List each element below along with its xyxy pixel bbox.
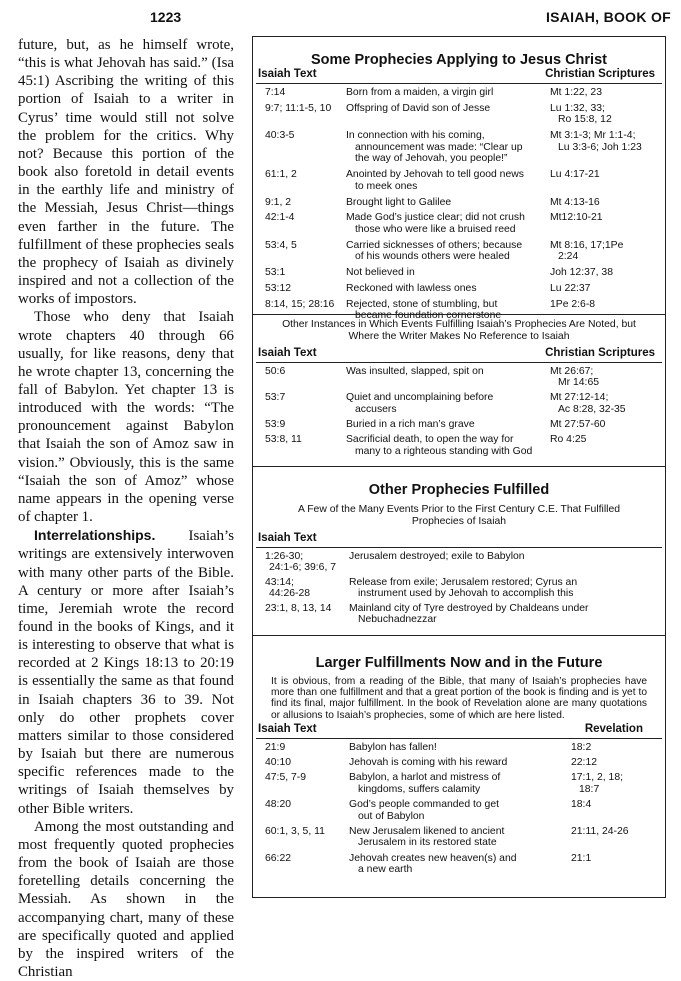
event-description-line: a new earth [358,864,413,876]
scripture-reference-line: Mt 1:22, 23 [550,87,602,98]
isaiah-text-line: 53:4, 5 [265,239,297,251]
event-description [346,283,477,295]
event-description-line: In connection with his coming, [346,130,485,142]
isaiah-text-ref [265,853,347,865]
scripture-reference [571,742,591,754]
event-description-line: Reckoned with lawless ones [346,283,477,294]
isaiah-text-line: 7:14 [265,87,286,98]
event-description-line: announcement was made: “Clear up [355,141,523,153]
scripture-reference-line: 2:24 [558,251,579,263]
scripture-reference-line: Ro 15:8, 12 [558,114,612,126]
isaiah-text-line: 53:8, 11 [265,434,302,446]
event-description [349,603,589,626]
event-description [346,434,532,457]
event-description-line: Jerusalem in its restored state [358,837,497,849]
event-description-line: Babylon, a harlot and mistress of [349,772,501,784]
scripture-reference [571,772,623,795]
event-description [349,853,517,876]
event-description-line: of his wounds others were healed [355,251,510,263]
section2-col-christian: Christian Scriptures [545,346,655,359]
prophecies-chart [252,36,666,898]
section1-col-christian: Christian Scriptures [545,68,655,80]
section2-subtitle: Other Instances in Which Events Fulfilling Isaiah’s Prophecies Are Noted, but Where the Writer Makes No Reference to Isaiah [282,319,636,342]
scripture-reference-line: 1Pe 2:6-8 [550,298,596,310]
isaiah-text-ref [265,434,347,446]
scripture-reference-line: 18:4 [571,799,592,810]
scripture-reference-line: Mr 14:65 [558,377,600,389]
scripture-reference [550,169,600,181]
isaiah-text-line: 53:1 [265,267,286,279]
scripture-reference-line: 18:2 [571,741,592,753]
event-description-line: instrument used by Jehovah to accomplish this [358,588,574,600]
article-column [18,36,234,981]
event-description-line: Made God’s justice clear; did not crush [346,212,525,224]
event-description [346,169,524,192]
section-larger-fulfillments [253,654,665,882]
isaiah-text-line: 53:12 [265,283,292,294]
scripture-reference [550,267,613,279]
scripture-reference [550,419,605,431]
isaiah-text-ref [265,826,347,838]
scripture-reference-line: Mt 27:57-60 [550,419,606,431]
event-description [349,551,525,563]
section1-title: Some Prophecies Applying to Jesus Christ [311,52,607,68]
scripture-reference [550,366,599,389]
isaiah-text-ref [265,212,347,224]
event-description-line: Carried sicknesses of others; because [346,239,523,251]
isaiah-text-ref [265,577,347,600]
scripture-reference [550,392,626,415]
scripture-reference-line: Mt 3:1-3; Mr 1:1-4; [550,130,636,142]
event-description-line: the way of Jehovah, you people!” [355,153,508,165]
scripture-reference-line: Mt 27:12-14; [550,392,609,404]
event-description [346,240,522,263]
isaiah-text-ref [265,392,347,404]
isaiah-text-line: 50:6 [265,365,286,377]
isaiah-text-line: 40:3-5 [265,130,295,142]
section1-divider [253,314,665,315]
event-description-line: accusers [355,403,397,415]
event-description-line: Jehovah creates new heaven(s) and [349,852,517,864]
isaiah-text-ref [265,366,347,378]
isaiah-text-line: 9:1, 2 [265,196,291,208]
event-description [349,826,504,849]
scripture-reference-line: 17:1, 2, 18; [571,772,623,784]
scripture-reference-line: Lu 3:3-6; Joh 1:23 [558,141,642,153]
event-description [346,366,484,378]
running-title: ISAIAH, BOOK OF [545,9,671,25]
scripture-reference [550,434,586,446]
section1-column-headers [253,69,665,83]
scripture-reference-line: Ro 4:25 [550,434,587,446]
scripture-reference [550,197,600,209]
isaiah-text-ref [265,799,347,811]
section2-col-isaiah: Isaiah Text [258,346,317,359]
scripture-reference-line: 21:11, 24-26 [571,825,629,837]
event-description-line: Jehovah is coming with his reward [349,757,508,768]
event-description-line: Born from a maiden, a virgin girl [346,87,494,98]
scripture-reference-line: Mt 8:16, 17;1Pe [550,239,624,251]
section1-rows [253,87,665,322]
isaiah-text-ref [265,130,347,142]
scripture-reference [571,853,591,865]
event-description-line: kingdoms, suffers calamity [358,783,481,795]
isaiah-text-line: 60:1, 3, 5, 11 [265,825,325,837]
scripture-reference-line: Lu 4:17-21 [550,169,600,181]
isaiah-text-line: 61:1, 2 [265,169,297,181]
isaiah-text-ref [265,283,347,295]
event-description [346,130,523,165]
paragraph-4: Among the most outstanding and most frequently quoted prophecies from the book of Isaiah are those foretelling details concerning the Messiah. As shown in the accompanying chart, many of these are specifically quoted and applied by the inspired writers of the Christian [18,818,234,980]
event-description [346,419,475,431]
event-description-line: Release from exile; Jerusalem restored; Cyrus an [349,576,578,588]
isaiah-text-ref [265,551,347,574]
isaiah-text-line: 66:22 [265,852,292,864]
section4-rows [253,742,665,882]
isaiah-text-line: 9:7; 11:1-5, 10 [265,102,332,114]
scripture-reference [550,240,623,263]
scripture-reference [550,283,590,295]
scripture-reference-line: Joh 12:37, 38 [550,267,613,279]
isaiah-text-line: 53:7 [265,392,286,404]
section2-rule [256,362,662,363]
isaiah-text-ref [265,772,347,784]
event-description-line: those who were like a bruised reed [355,223,516,235]
event-description-line: Mainland city of Tyre destroyed by Chaldeans under [349,602,589,614]
isaiah-text-line: 21:9 [265,741,286,753]
section2-rows [253,366,665,461]
scripture-reference [571,799,591,811]
scripture-reference-line: Lu 1:32, 33; [550,102,605,114]
isaiah-text-ref [265,169,347,181]
page-number: 1223 [150,9,182,25]
event-description-line: Was insulted, slapped, spit on [346,365,484,377]
interrelationships-text: Isaiah’s writings are extensively interwoven with many other parts of the Bible. A century or more after Isaiah’s time, Jeremiah wrote the record found in the books of Kings, and it is interesting to observe that what is recorded at 2 Kings 18:13 to 20:19 is essentially the same as that found in Isaiah chapters 36 to 39. Not only do other prophets cover matters similar to those considered by Isaiah but there are numerous specific references made to the writings of Isaiah themselves by other Bible writers. [18,528,234,817]
event-description-line: Offspring of David son of Jesse [346,102,491,114]
paragraph-1: future, but, as he himself wrote, “this is what Jehovah has said.” (Isa 45:1) Ascribing the writing of this portion of Isaiah to a writer in Cyrus’ time would still not solve the problem for the critics. Why not? Because this portion of the book also foretold in detail events in the earthly life and ministry of the Messiah, Jesus Christ—things even farther in the future. The fulfillment of these prophecies seals the prophecy of Isaiah as divinely inspired and not a collection of the works of impostors. [18,37,234,308]
event-description-line: Jerusalem destroyed; exile to Babylon [349,550,525,562]
event-description [346,197,451,209]
event-description-line: Rejected, stone of stumbling, but [346,298,498,310]
isaiah-text-line: 1:26-30; [265,550,304,562]
scripture-reference [571,826,629,838]
isaiah-text-line: 42:1-4 [265,212,295,224]
scripture-reference [550,87,602,99]
isaiah-text-ref [265,603,347,615]
section4-title: Larger Fulfillments Now and in the Future [315,655,603,671]
event-description [346,103,490,115]
section4-intro: It is obvious, from a reading of the Bible, that many of Isaiah’s prophecies have more than one fulfillment and that a great portion of the book is finding and is yet to find its final, major fulfillment. In the book of Revelation alone are many quotations or allusions to Isaiah’s prophecies, some of which are here listed. [271,676,647,721]
isaiah-text-line: 53:9 [265,419,286,431]
event-description [346,212,525,235]
event-description-line: Nebuchadnezzar [358,614,437,626]
isaiah-text-line: 47:5, 7-9 [265,772,307,784]
event-description [349,577,577,600]
scripture-reference [550,299,595,311]
scripture-reference-line: Mt 26:67; [550,365,594,377]
isaiah-text-ref [265,419,347,431]
scripture-reference-line: 21:1 [571,852,592,864]
isaiah-text-ref [265,299,347,311]
section3-divider [253,635,665,636]
paragraph-2: Those who deny that Isaiah wrote chapters 40 through 66 usually, for like reasons, deny that he wrote chapter 13, concerning the fall of Babylon. Yet chapter 13 is introduced with the words: “The pronouncement against Babylon that Isaiah the son of Amoz saw in vision.” Obviously, this is the same “Isaiah the son of Amoz” whose name appears in the opening verse of chapter 1. [18,309,234,526]
scripture-reference [550,212,603,224]
scripture-reference [550,103,612,126]
scripture-reference-line: Mt12:10-21 [550,212,603,224]
section4-column-headers [253,724,665,738]
section2-column-headers [253,348,665,362]
event-description [346,392,493,415]
event-description [346,267,415,279]
scripture-reference-line: Lu 22:37 [550,283,591,294]
section1-col-isaiah: Isaiah Text [258,68,317,80]
event-description-line: many to a righteous standing with God [355,445,533,457]
paragraph-interrelationships [18,526,234,818]
section4-col-revelation: Revelation [584,722,643,735]
isaiah-text-line: 44:26-28 [269,588,311,600]
scripture-reference-line: Mt 4:13-16 [550,196,600,208]
event-description-line: New Jerusalem likened to ancient [349,825,505,837]
scripture-reference-line: Ac 8:28, 32-35 [558,403,626,415]
section4-col-isaiah: Isaiah Text [258,722,317,735]
scripture-reference-line: 18:7 [579,783,600,795]
event-description-line: Anointed by Jehovah to tell good news [346,169,524,181]
section3-rows [253,551,665,631]
isaiah-text-ref [265,267,347,279]
event-description-line: Not believed in [346,267,415,279]
section-prophecies-jesus [253,51,665,322]
isaiah-text-line: 23:1, 8, 13, 14 [265,602,332,614]
isaiah-text-ref [265,742,347,754]
isaiah-text-ref [265,197,347,209]
event-description [349,757,507,769]
event-description-line: Sacrificial death, to open the way for [346,434,514,446]
event-description-line: Quiet and uncomplaining before [346,392,494,404]
isaiah-text-line: 8:14, 15; 28:16 [265,298,335,310]
section3-column-headers [253,533,665,547]
event-description [349,742,437,754]
isaiah-text-ref [265,103,347,115]
section-other-fulfilled [253,481,665,631]
section3-rule [256,547,662,548]
event-description-line: to meek ones [355,180,418,192]
event-description [346,87,493,99]
section3-col-isaiah: Isaiah Text [258,531,317,544]
event-description-line: out of Babylon [358,810,425,822]
section2-divider [253,466,665,467]
isaiah-text-ref [265,757,347,769]
event-description-line: God’s people commanded to get [349,799,499,810]
section3-title: Other Prophecies Fulfilled [368,482,550,498]
section-other-instances [253,319,665,461]
section4-rule [256,738,662,739]
isaiah-text-line: 40:10 [265,757,292,768]
section1-rule [256,83,662,84]
event-description-line: Buried in a rich man’s grave [346,419,475,431]
section3-subtitle: A Few of the Many Events Prior to the First Century C.E. That Fulfilled Prophecies of Isaiah [297,504,621,527]
isaiah-text-ref [265,240,347,252]
event-description [349,799,499,822]
scripture-reference [550,130,642,153]
event-description [349,772,500,795]
event-description-line: Babylon has fallen! [349,741,437,753]
scripture-reference-line: 22:12 [571,757,598,768]
isaiah-text-line: 48:20 [265,799,292,810]
isaiah-text-ref [265,87,347,99]
scripture-reference [571,757,597,769]
interrelationships-heading: Interrelationships. [34,527,156,544]
isaiah-text-line: 43:14; [265,576,294,588]
isaiah-text-line: 24:1-6; 39:6, 7 [269,562,337,574]
event-description-line: Brought light to Galilee [346,196,452,208]
event-description-line: became foundation cornerstone [355,310,502,322]
